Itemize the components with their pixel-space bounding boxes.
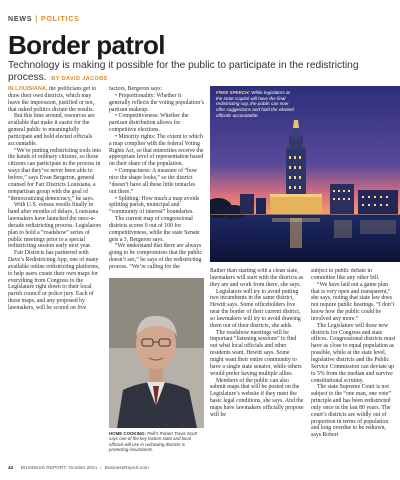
paragraph	[8, 86, 103, 113]
publication-name: BUSINESS REPORT: October 2021	[20, 466, 98, 471]
article-column-3	[210, 268, 304, 450]
paragraph: The roadshow meetings will be important “listening sessions” to find out what local officials and other residents want, Hewitt says. Some might want their entire community to have a single state senator, while others would prefer having multiple allies.	[210, 329, 302, 377]
paragraph: Fair Districts has partnered with Dave’s Redistricting App, one of many available online redistricting platforms, to help users create their own maps for everything from Congress to the Legislature right down to their local parish council or police jury. Each of those maps, and any proposed by lawmakers, will be scored on five	[8, 250, 100, 311]
paragraph: “We understand that there are always going to be compromises that the public doesn’t see,” he says of the redistricting process. “We’re calling for the	[109, 243, 203, 270]
paragraph: “We have laid out a game plan that is very open and transparent,” she says, noting that state law does not require public hearings. “I don’t know how the public could be involved any more.”	[311, 281, 395, 322]
page-footer	[8, 466, 149, 471]
bullet-item: • Minority rights: The extent to which a map complies with the federal Voting Rights Act, so that minorities receive the appropriate level of representation based on their share of the population.	[109, 133, 204, 168]
paragraph: factors, Bergeron says:	[109, 86, 163, 92]
portrait-caption	[109, 431, 204, 453]
photo-caption-text: While legislators at the state Capitol will have the final redistricting say, the public can now offer suggestions and hold the elected officials accountable.	[216, 90, 294, 118]
section-divider: |	[35, 16, 38, 23]
bullet-item: • Proportionality: Whether it generally reflects the voting population’s partisan makeup.	[109, 92, 204, 113]
article-column-1	[8, 86, 103, 450]
portrait-caption-head: HOME COOKING:	[109, 431, 146, 436]
byline: BY DAVID JACOBS	[51, 76, 108, 82]
paragraph-text: the politicians get to draw their own districts, which may leave the impression, justified or not, that naked politics dictate the results.	[8, 86, 97, 113]
photo-caption-head: FREE SPEECH:	[216, 90, 250, 95]
paragraph: subject to public debate in committee like any other bill.	[311, 268, 380, 281]
bullet-item: • Competitiveness: Whether the partisan distribution allows for competitive elections.	[109, 113, 189, 134]
dek-text: Technology is making it possible for the public to participate in the redistricting process.	[8, 60, 359, 83]
paragraph: “We’re putting redistricting tools into the hands of ordinary citizens, so those citizens can participate in the process in ways that they’ve never been able to before,” says Evan Bergeron, general counsel for Fair Districts Louisiana, a nonpartisan group with the goal of “democratizing democracy,” he says.	[8, 147, 102, 202]
portrait-photo	[109, 278, 204, 428]
paragraph: The state Supreme Court is not subject to the “one man, one vote” principle and has been redistricted only once in the last 80 years. The court’s districts are wildly out of proportion in terms of population and long overdue to be redrawn, says Robert	[311, 384, 392, 439]
photo-caption	[216, 90, 296, 119]
bullet-item: • Compactness: A measure of “how nice the shape looks,” so the district “doesn’t have all these little tentacles out there.”	[109, 168, 198, 195]
portrait-photo-svg	[109, 278, 204, 428]
headline: Border patrol	[8, 30, 165, 60]
paragraph: The current map of congressional districts scores 0 out of 100 for competitiveness, while the state Senate gets a 3, Bergeron says.	[109, 216, 200, 243]
dek	[8, 60, 398, 85]
paragraph: But this time around, resources are available that make it easier for the general public to meaningfully participate and hold elected officials accountable.	[8, 113, 95, 147]
paragraph: Legislators will try to avoid putting two incumbents in the same district, Hewitt says. Some officeholders live near the border of their current district, so lawmakers will try to avoid drawing them out of their districts, she adds.	[210, 288, 301, 329]
lead-in: IN LOUISIANA,	[8, 86, 48, 92]
paragraph: Rather than starting with a clean slate, lawmakers will start with the districts as they are and work from there, she says.	[210, 268, 304, 288]
website-link[interactable]: BusinessReport.com	[104, 466, 149, 471]
article-column-2	[109, 86, 204, 271]
section-sub-label: POLITICS	[40, 16, 80, 23]
paragraph: Members of the public can also submit maps that will be posted on the Legislature’s website if they meet the basic legal conditions, she says. And the maps have lawmakers officially propose will be	[210, 377, 304, 418]
footer-divider: |	[100, 466, 102, 471]
bullet-item: • Splitting: How much a map avoids splitting parish, municipal and “community of interest” boundaries.	[109, 195, 200, 216]
paragraph: The Legislature will draw new districts for Congress and state offices. Congressional districts must have as close to equal population as possible, while at the state level, legislative districts and the Public Service Commission can deviate up to 5% from the median and survive constitutional scrutiny.	[311, 322, 396, 384]
section-tag	[8, 16, 80, 23]
paragraph: With U.S. census results finally in hand after months of delays, Louisiana lawmakers have launched the once-a-decade redistricting process. Legislators plan to hold a “roadshow” series of public meetings prior to a special redistricting session early next year.	[8, 202, 102, 250]
portrait-caption-text: Pelli’s Robert Travis Scott says one of the key factors state and local officials will use in redrawing districts is protecting incumbents.	[109, 431, 197, 453]
article-column-4	[311, 268, 397, 450]
page-number: 42	[8, 466, 14, 471]
section-label: NEWS	[8, 16, 33, 23]
